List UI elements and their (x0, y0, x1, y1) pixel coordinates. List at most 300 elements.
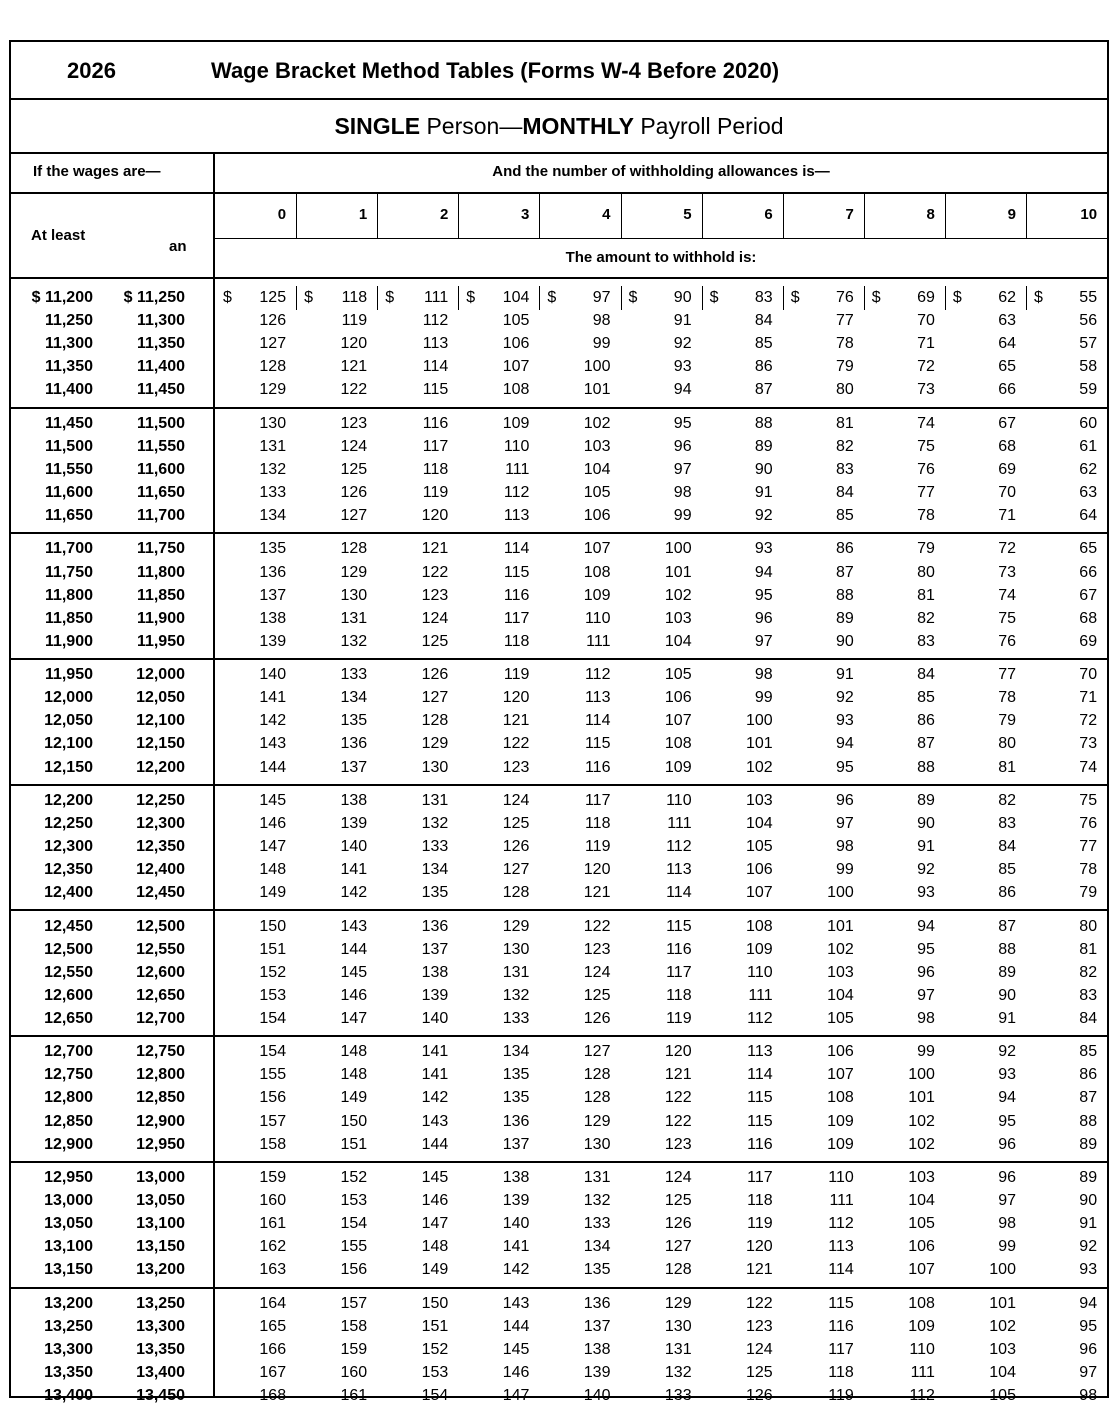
wage-at-least: 12,450 (44, 917, 93, 935)
withholding-amount: 121 (340, 358, 368, 376)
allowance-column-header: 5 (683, 206, 692, 223)
withholding-amount: 129 (421, 735, 449, 753)
withholding-amount: 115 (422, 381, 449, 399)
withholding-amount: 86 (998, 884, 1016, 902)
wage-at-least: 12,550 (44, 963, 93, 981)
withholding-amount: 104 (827, 986, 854, 1004)
wage-less-than: 12,300 (136, 814, 185, 832)
column-divider (377, 192, 378, 238)
withholding-amount: 102 (745, 758, 773, 776)
withholding-amount: 87 (835, 563, 854, 581)
withholding-amount: 117 (747, 1168, 773, 1186)
withholding-amount: 147 (340, 1009, 368, 1027)
withholding-amount: 69 (917, 289, 935, 306)
withholding-amount: 81 (835, 414, 854, 432)
column-divider (621, 192, 622, 238)
withholding-amount: 77 (998, 666, 1016, 684)
withholding-amount: 142 (259, 712, 287, 730)
withholding-amount: 101 (664, 563, 692, 581)
withholding-amount: 160 (340, 1363, 368, 1381)
withholding-amount: 70 (917, 312, 935, 330)
allowance-column-header: 3 (521, 206, 530, 223)
currency-symbol: $ (1034, 289, 1043, 306)
withholding-amount: 93 (673, 358, 692, 376)
wage-less-than: 12,000 (136, 666, 185, 684)
withholding-amount: 134 (502, 1043, 530, 1061)
withholding-amount: 155 (340, 1238, 368, 1256)
wage-less-than: 11,650 (136, 484, 185, 501)
group-divider (11, 784, 1107, 786)
withholding-amount: 134 (259, 507, 287, 525)
withholding-amount: 93 (1079, 1261, 1098, 1279)
wage-less-than: 12,500 (136, 917, 185, 935)
withholding-amount: 119 (422, 484, 449, 501)
withholding-amount: 160 (259, 1192, 287, 1209)
withholding-amount: 151 (340, 1135, 368, 1153)
currency-symbol: $ (547, 289, 557, 306)
wage-at-least: 13,150 (44, 1261, 93, 1279)
withholding-amount: 102 (827, 940, 854, 958)
withholding-amount: 119 (584, 838, 611, 855)
withholding-amount: 79 (1079, 884, 1098, 902)
withholding-amount: 128 (421, 712, 449, 730)
withholding-amount: 86 (835, 540, 854, 558)
withholding-amount: 139 (259, 632, 287, 650)
withholding-amount: 153 (421, 1363, 449, 1381)
withholding-amount: 133 (502, 1009, 530, 1027)
withholding-amount: 86 (1079, 1066, 1098, 1084)
withholding-amount: 126 (583, 1009, 611, 1027)
withholding-amount: 130 (583, 1135, 611, 1153)
withholding-amount: 76 (1079, 814, 1098, 832)
withholding-amount: 76 (998, 632, 1016, 650)
withholding-amount: 140 (583, 1387, 611, 1404)
allowance-column-header: 2 (439, 206, 449, 223)
withholding-amount: 110 (909, 1340, 935, 1358)
withholding-amount: 78 (998, 689, 1016, 707)
withholding-amount: 95 (998, 1112, 1016, 1130)
withholding-amount: 92 (1079, 1238, 1098, 1256)
withholding-amount: 96 (673, 437, 692, 455)
withholding-amount: 97 (917, 986, 935, 1004)
withholding-amount: 131 (340, 609, 368, 627)
withholding-amount: 96 (998, 1135, 1016, 1153)
withholding-amount: 109 (827, 1135, 854, 1153)
withholding-amount: 79 (917, 540, 935, 558)
group-divider (11, 1035, 1107, 1037)
withholding-amount: 154 (340, 1215, 368, 1233)
wage-at-least: 13,350 (44, 1363, 93, 1381)
column-divider (458, 192, 459, 238)
withholding-amount: 121 (502, 712, 530, 730)
withholding-amount: 82 (835, 437, 854, 455)
withholding-amount: 88 (917, 758, 935, 776)
wage-less-than: 12,200 (136, 758, 185, 776)
withholding-amount: 129 (340, 563, 368, 581)
withholding-amount: 147 (259, 838, 287, 855)
withholding-amount: 130 (421, 758, 449, 776)
withholding-amount: 82 (1079, 963, 1098, 981)
wage-at-least: 12,350 (44, 861, 93, 879)
withholding-amount: 85 (754, 335, 773, 353)
withholding-amount: 125 (259, 289, 287, 306)
withholding-amount: 117 (584, 791, 611, 809)
wage-less-than: 12,600 (136, 963, 185, 981)
wage-at-least: 11,550 (44, 460, 93, 478)
withholding-amount: 112 (666, 838, 692, 855)
withholding-amount: 84 (835, 484, 854, 501)
withholding-amount: 103 (989, 1340, 1016, 1358)
withholding-amount: 135 (340, 712, 368, 730)
withholding-amount: 87 (754, 381, 773, 399)
withholding-amount: 92 (917, 861, 935, 879)
withholding-amount: 131 (421, 791, 449, 809)
withholding-amount: 95 (1079, 1317, 1098, 1335)
withholding-amount: 118 (747, 1192, 773, 1209)
withholding-amount: 138 (583, 1340, 611, 1358)
withholding-amount: 60 (1079, 414, 1098, 432)
withholding-amount: 114 (584, 712, 611, 730)
withholding-amount: 105 (908, 1215, 935, 1233)
wage-at-least: 12,750 (44, 1066, 93, 1084)
withholding-amount: 151 (259, 940, 287, 958)
withholding-amount: 158 (340, 1317, 368, 1335)
withholding-amount: 91 (754, 484, 773, 501)
withholding-amount: 97 (592, 289, 611, 306)
withholding-amount: 136 (259, 563, 287, 581)
withholding-amount: 142 (502, 1261, 530, 1279)
withholding-amount: 116 (422, 414, 449, 432)
withholding-amount: 116 (584, 758, 611, 776)
withholding-amount: 82 (998, 791, 1016, 809)
wage-at-least: 13,100 (44, 1238, 93, 1256)
withholding-amount: 95 (835, 758, 854, 776)
withholding-amount: 55 (1079, 289, 1098, 306)
withholding-amount: 106 (908, 1238, 935, 1256)
withholding-amount: 93 (835, 712, 854, 730)
withholding-amount: 135 (583, 1261, 611, 1279)
withholding-amount: 116 (828, 1317, 854, 1335)
withholding-amount: 120 (664, 1043, 692, 1061)
withholding-amount: 89 (1079, 1168, 1098, 1186)
withholding-amount: 119 (666, 1009, 692, 1027)
withholding-amount: 152 (340, 1168, 368, 1186)
wage-less-than: 12,450 (136, 884, 185, 902)
withholding-amount: 158 (259, 1135, 287, 1153)
withholding-amount: 96 (835, 791, 854, 809)
withholding-amount: 78 (835, 335, 854, 353)
currency-symbol: $ (790, 289, 800, 306)
withholding-amount: 128 (340, 540, 368, 558)
withholding-amount: 143 (502, 1294, 530, 1312)
withholding-amount: 138 (421, 963, 449, 981)
wage-at-least: 11,900 (44, 632, 93, 650)
group-divider (11, 532, 1107, 534)
withholding-amount: 125 (745, 1363, 773, 1381)
withholding-amount: 112 (909, 1387, 935, 1404)
withholding-amount: 108 (745, 917, 773, 935)
withholding-amount: 116 (747, 1135, 773, 1153)
column-divider (864, 192, 865, 238)
wage-at-least: 11,700 (44, 540, 93, 558)
withholding-amount: 79 (835, 358, 854, 376)
withholding-amount: 141 (340, 861, 368, 879)
withholding-amount: 139 (421, 986, 449, 1004)
withholding-amount: 102 (664, 586, 692, 604)
table-title: Wage Bracket Method Tables (Forms W-4 Before 2020) (211, 58, 780, 83)
allowances-header: And the number of withholding allowances is— (492, 163, 830, 180)
withholding-amount: 119 (341, 312, 368, 330)
withholding-amount: 154 (421, 1387, 449, 1404)
wage-less-than: 11,700 (136, 507, 185, 525)
wage-less-than: 12,050 (136, 689, 185, 707)
wage-at-least: 13,050 (44, 1215, 93, 1233)
withholding-amount: 114 (747, 1066, 773, 1084)
withholding-amount: 118 (666, 986, 692, 1004)
withholding-amount: 161 (340, 1387, 368, 1404)
withholding-amount: 127 (259, 335, 287, 353)
withholding-amount: 156 (340, 1261, 368, 1279)
withholding-amount: 99 (835, 861, 854, 879)
wage-less-than: 11,800 (136, 563, 185, 581)
withholding-amount: 90 (1079, 1192, 1098, 1209)
withholding-amount: 125 (664, 1192, 692, 1209)
withholding-amount: 123 (340, 414, 368, 432)
withholding-amount: 115 (503, 563, 530, 581)
withholding-amount: 142 (340, 884, 368, 902)
withholding-amount: 63 (998, 312, 1016, 330)
wage-less-than: 12,700 (136, 1009, 185, 1027)
withholding-amount: 97 (673, 460, 692, 478)
withholding-amount: 126 (664, 1215, 692, 1233)
withholding-amount: 143 (340, 917, 368, 935)
withholding-amount: 131 (259, 437, 287, 455)
withholding-amount: 107 (583, 540, 611, 558)
withholding-amount: 126 (745, 1387, 773, 1404)
withholding-amount: 88 (754, 414, 773, 432)
withholding-amount: 135 (259, 540, 287, 558)
withholding-amount: 103 (664, 609, 692, 627)
currency-symbol: $ (952, 289, 962, 306)
withholding-amount: 145 (340, 963, 368, 981)
wage-less-than: 11,900 (136, 609, 185, 627)
withholding-amount: 149 (340, 1089, 368, 1107)
withholding-amount: 118 (503, 632, 530, 650)
withholding-amount: 153 (340, 1192, 368, 1209)
wage-at-least: 12,950 (44, 1168, 93, 1186)
withholding-amount: 120 (421, 507, 449, 525)
withholding-amount: 117 (422, 437, 449, 455)
withholding-amount: 106 (745, 861, 773, 879)
wage-less-than: 11,500 (136, 414, 185, 432)
withholding-amount: 102 (583, 414, 611, 432)
withholding-amount: 137 (259, 586, 287, 604)
withholding-amount: 120 (502, 689, 530, 707)
wage-less-than: 12,750 (136, 1043, 185, 1061)
withholding-amount: 100 (583, 358, 611, 376)
withholding-amount: 150 (340, 1112, 368, 1130)
withholding-amount: 96 (998, 1168, 1016, 1186)
withholding-amount: 109 (827, 1112, 854, 1130)
withholding-amount: 75 (998, 609, 1016, 627)
withholding-amount: 89 (917, 791, 935, 809)
withholding-amount: 85 (998, 861, 1016, 879)
withholding-amount: 144 (259, 758, 287, 776)
withholding-amount: 114 (666, 884, 692, 902)
wage-less-than: 11,400 (136, 358, 185, 376)
wage-less-than: 12,150 (136, 735, 185, 753)
withholding-amount: 136 (421, 917, 449, 935)
withholding-amount: 127 (583, 1043, 611, 1061)
withholding-amount: 115 (828, 1294, 854, 1312)
withholding-amount: 95 (754, 586, 773, 604)
withholding-amount: 91 (1079, 1215, 1098, 1233)
withholding-amount: 109 (745, 940, 773, 958)
withholding-amount: 168 (259, 1387, 287, 1404)
withholding-amount: 140 (259, 666, 287, 684)
withholding-amount: 129 (664, 1294, 692, 1312)
withholding-amount: 134 (421, 861, 449, 879)
withholding-amount: 104 (745, 814, 773, 832)
withholding-amount: 59 (1079, 381, 1098, 399)
withholding-amount: 104 (664, 632, 692, 650)
withholding-amount: 140 (502, 1215, 530, 1233)
wage-at-least: 11,500 (44, 437, 93, 455)
allowance-column-header: 6 (764, 206, 773, 223)
currency-symbol: $ (709, 289, 719, 306)
withholding-amount: 107 (827, 1066, 854, 1084)
withholding-amount: 95 (917, 940, 935, 958)
withholding-amount: 136 (583, 1294, 611, 1312)
withholding-amount: 146 (340, 986, 368, 1004)
withholding-amount: 71 (998, 507, 1016, 525)
wage-less-than: 11,850 (136, 586, 185, 604)
withholding-amount: 152 (421, 1340, 449, 1358)
withholding-amount: 83 (1079, 986, 1098, 1004)
withholding-amount: 111 (667, 814, 692, 832)
withholding-amount: 124 (502, 791, 530, 809)
withholding-amount: 85 (917, 689, 935, 707)
withholding-amount: 88 (998, 940, 1016, 958)
wage-at-least: 13,300 (44, 1340, 93, 1358)
withholding-amount: 122 (664, 1112, 692, 1130)
withholding-amount: 148 (259, 861, 287, 879)
withholding-amount: 138 (340, 791, 368, 809)
withholding-amount: 118 (422, 460, 449, 478)
withholding-amount: 132 (340, 632, 368, 650)
withholding-amount: 110 (584, 609, 611, 627)
wage-less-than: 11,550 (136, 437, 185, 455)
currency-symbol: $ (466, 289, 476, 306)
withholding-amount: 162 (259, 1238, 287, 1256)
withholding-amount: 84 (754, 312, 773, 330)
wage-at-least: 12,900 (44, 1135, 93, 1153)
withholding-amount: 137 (421, 940, 449, 958)
withholding-amount: 167 (259, 1363, 287, 1381)
withholding-amount: 122 (502, 735, 530, 753)
withholding-amount: 61 (1079, 437, 1098, 455)
withholding-amount: 91 (998, 1009, 1016, 1027)
withholding-amount: 94 (917, 917, 935, 935)
withholding-amount: 107 (664, 712, 692, 730)
withholding-amount: 86 (917, 712, 935, 730)
withholding-amount: 94 (1079, 1294, 1098, 1312)
withholding-amount: 94 (754, 563, 773, 581)
withholding-amount: 107 (745, 884, 773, 902)
currency-symbol: $ (628, 289, 638, 306)
withholding-amount: 144 (421, 1135, 449, 1153)
withholding-amount: 133 (421, 838, 449, 855)
withholding-amount: 154 (259, 1043, 287, 1061)
withholding-amount: 110 (503, 437, 530, 455)
withholding-amount: 103 (908, 1168, 935, 1186)
withholding-amount: 113 (422, 335, 449, 353)
withholding-amount: 92 (673, 335, 692, 353)
withholding-amount: 117 (666, 963, 692, 981)
withholding-amount: 73 (917, 381, 935, 399)
withholding-amount: 105 (745, 838, 773, 855)
wage-at-least: 13,000 (44, 1192, 93, 1209)
withholding-amount: 69 (998, 460, 1016, 478)
withholding-amount: 96 (917, 963, 935, 981)
withholding-amount: 98 (998, 1215, 1016, 1233)
withholding-amount: 98 (1079, 1387, 1098, 1404)
withholding-amount: 72 (917, 358, 935, 376)
withholding-amount: 110 (666, 791, 692, 809)
group-divider (11, 1161, 1107, 1163)
withholding-amount: 131 (583, 1168, 611, 1186)
withholding-amount: 99 (754, 689, 773, 707)
withholding-amount: 128 (583, 1089, 611, 1107)
withholding-amount: 62 (998, 289, 1016, 306)
withholding-amount: 100 (827, 884, 854, 902)
withholding-amount: 154 (259, 1009, 287, 1027)
withholding-amount: 114 (422, 358, 449, 376)
withholding-amount: 115 (747, 1112, 773, 1130)
withholding-amount: 100 (989, 1261, 1016, 1279)
withholding-amount: 147 (421, 1215, 449, 1233)
group-divider (11, 407, 1107, 409)
withholding-amount: 113 (666, 861, 692, 879)
withholding-amount: 136 (340, 735, 368, 753)
withholding-amount: 101 (745, 735, 773, 753)
withholding-amount: 74 (998, 586, 1016, 604)
withholding-amount: 146 (502, 1363, 530, 1381)
wage-at-least: 13,250 (44, 1317, 93, 1335)
group-divider (11, 658, 1107, 660)
withholding-amount: 118 (341, 289, 368, 306)
withholding-amount: 128 (664, 1261, 692, 1279)
withholding-amount: 116 (666, 940, 692, 958)
withholding-amount: 110 (747, 963, 773, 981)
wage-less-than: 12,350 (136, 838, 185, 855)
withholding-amount: 145 (259, 791, 287, 809)
wage-at-least: 11,650 (44, 507, 93, 525)
withholding-amount: 122 (745, 1294, 773, 1312)
withholding-amount: 92 (754, 507, 773, 525)
withholding-amount: 117 (503, 609, 530, 627)
withholding-amount: 109 (502, 414, 530, 432)
wage-less-than: 12,650 (136, 986, 185, 1004)
withholding-amount: 71 (917, 335, 935, 353)
withholding-amount: 148 (340, 1066, 368, 1084)
withholding-amount: 126 (259, 312, 287, 330)
withholding-amount: 123 (421, 586, 449, 604)
withholding-amount: 125 (421, 632, 449, 650)
wage-at-least: 11,250 (44, 312, 93, 330)
withholding-amount: 132 (259, 460, 287, 478)
withholding-amount: 74 (1079, 758, 1098, 776)
